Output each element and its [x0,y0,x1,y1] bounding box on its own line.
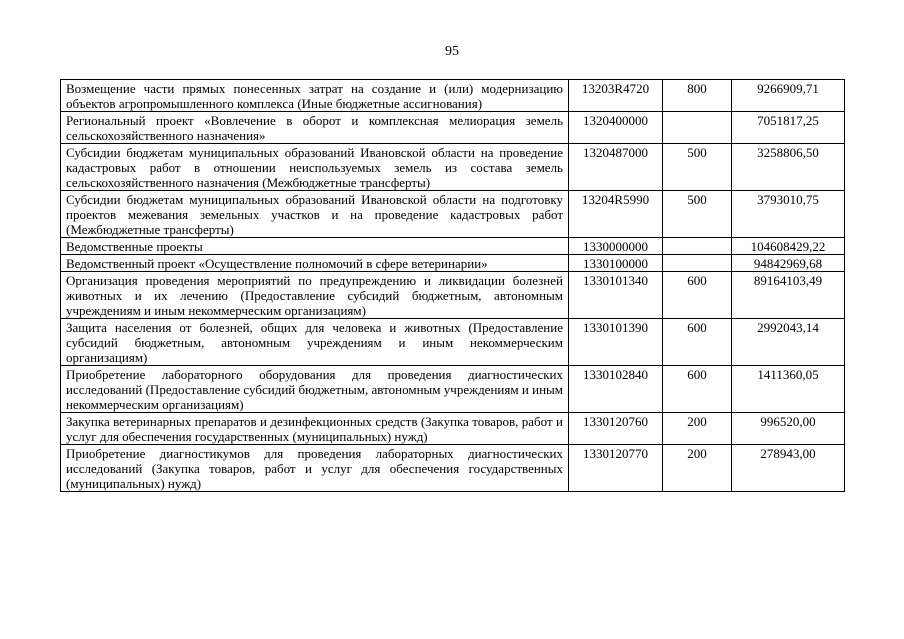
item-name: Субсидии бюджетам муниципальных образований Ивановской области на проведение кадастровых работ в отношении неиспользуемых земель из состава земель сельскохозяйственного назначения (Межбюджетные трансферты) [61,144,569,191]
expense-type: 600 [663,272,732,319]
amount: 94842969,68 [732,255,845,272]
amount: 2992043,14 [732,319,845,366]
expense-type: 800 [663,80,732,112]
amount: 104608429,22 [732,238,845,255]
target-code: 1330102840 [569,366,663,413]
amount: 996520,00 [732,413,845,445]
expense-type: 600 [663,319,732,366]
table-row [61,112,845,144]
expense-type: 600 [663,366,732,413]
table-row [61,144,845,191]
target-code: 1330100000 [569,255,663,272]
expense-type: 200 [663,445,732,492]
table-row [61,238,845,255]
target-code: 1330101390 [569,319,663,366]
amount: 89164103,49 [732,272,845,319]
table-row [61,445,845,492]
amount: 3258806,50 [732,144,845,191]
target-code: 1330000000 [569,238,663,255]
target-code: 1330120760 [569,413,663,445]
table-row [61,80,845,112]
target-code: 1330101340 [569,272,663,319]
table-row [61,191,845,238]
item-name: Приобретение лабораторного оборудования для проведения диагностических исследований (Предоставление субсидий бюджетным, автономным учреждениям и иным некоммерческим организациям) [61,366,569,413]
amount: 3793010,75 [732,191,845,238]
expense-type: 500 [663,144,732,191]
item-name: Региональный проект «Вовлечение в оборот и комплексная мелиорация земель сельскохозяйственного назначения» [61,112,569,144]
amount: 1411360,05 [732,366,845,413]
table-row [61,272,845,319]
amount: 9266909,71 [732,80,845,112]
amount: 278943,00 [732,445,845,492]
amount: 7051817,25 [732,112,845,144]
budget-table [60,79,845,492]
table-row [61,413,845,445]
page-number: 95 [445,44,459,59]
item-name: Организация проведения мероприятий по предупреждению и ликвидации болезней животных и их лечению (Предоставление субсидий бюджетным, автономным учреждениям и иным некоммерческим организациям) [61,272,569,319]
expense-type [663,112,732,144]
expense-type [663,238,732,255]
target-code: 13203R4720 [569,80,663,112]
target-code: 1330120770 [569,445,663,492]
item-name: Ведомственный проект «Осуществление полномочий в сфере ветеринарии» [61,255,569,272]
expense-type: 500 [663,191,732,238]
item-name: Субсидии бюджетам муниципальных образований Ивановской области на подготовку проектов межевания земельных участков и на проведение кадастровых работ (Межбюджетные трансферты) [61,191,569,238]
target-code: 13204R5990 [569,191,663,238]
expense-type: 200 [663,413,732,445]
target-code: 1320487000 [569,144,663,191]
table-row [61,366,845,413]
item-name: Ведомственные проекты [61,238,569,255]
item-name: Защита населения от болезней, общих для человека и животных (Предоставление субсидий бюджетным, автономным учреждениям и иным некоммерческим организациям) [61,319,569,366]
item-name: Возмещение части прямых понесенных затрат на создание и (или) модернизацию объектов агропромышленного комплекса (Иные бюджетные ассигнования) [61,80,569,112]
table-row [61,319,845,366]
expense-type [663,255,732,272]
item-name: Закупка ветеринарных препаратов и дезинфекционных средств (Закупка товаров, работ и услуг для обеспечения государственных (муниципальных) нужд) [61,413,569,445]
item-name: Приобретение диагностикумов для проведения лабораторных диагностических исследований (Закупка товаров, работ и услуг для обеспечения государственных (муниципальных) нужд) [61,445,569,492]
target-code: 1320400000 [569,112,663,144]
table-row [61,255,845,272]
